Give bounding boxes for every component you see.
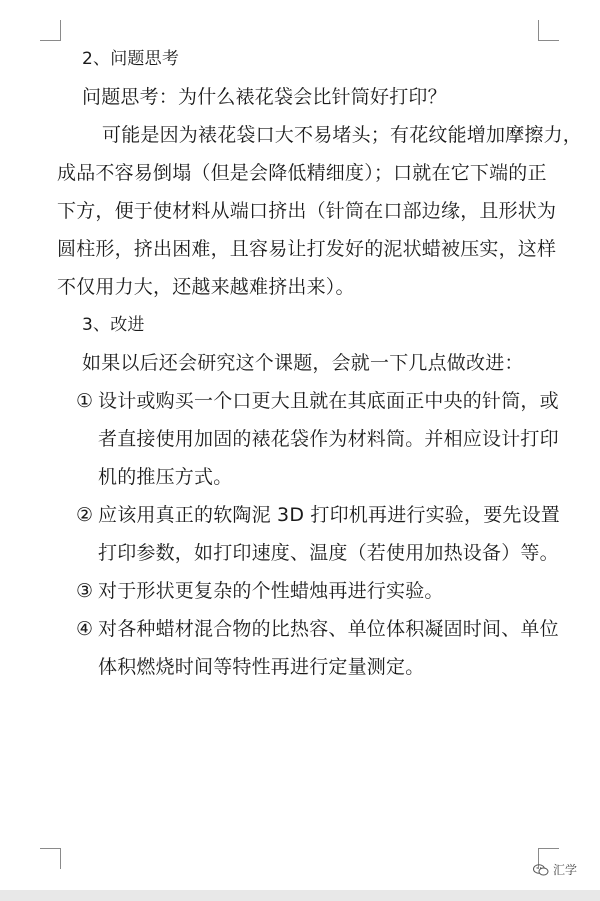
answer-line-2: 成品不容易倒塌（但是会降低精细度）；口就在它下端的正 <box>57 162 547 184</box>
question-line: 问题思考：为什么裱花袋会比针筒好打印？ <box>82 86 447 108</box>
bottom-strip <box>0 890 600 901</box>
list-item-line: 设计或购买一个口更大且就在其底面正中央的针筒，或 <box>98 390 559 412</box>
list-number: ② <box>76 504 94 526</box>
list-item <box>76 572 552 610</box>
answer-line-4: 圆柱形，挤出困难，且容易让打发好的泥状蜡被压实，这样 <box>57 238 557 260</box>
list-item-line: 应该用真正的软陶泥 3D 打印机再进行实验，要先设置 <box>98 504 560 526</box>
improve-intro: 如果以后还会研究这个课题，会就一下几点做改进： <box>82 352 524 374</box>
section-heading-2: 2、问题思考 <box>82 49 180 69</box>
list-item <box>76 382 559 496</box>
list-item-line: 打印参数，如打印速度、温度（若使用加热设备）等。 <box>98 542 559 564</box>
answer-line-1: 可能是因为裱花袋口大不易堵头；有花纹能增加摩擦力， <box>102 124 583 146</box>
list-number: ③ <box>76 580 94 602</box>
list-number: ④ <box>76 618 94 640</box>
answer-line-3: 下方，便于使材料从端口挤出（针筒在口部边缘，且形状为 <box>57 200 557 222</box>
crop-mark-top-left <box>40 20 61 41</box>
wechat-icon <box>533 864 549 876</box>
list-item-line: 者直接使用加固的裱花袋作为材料筒。并相应设计打印 <box>98 428 559 450</box>
list-item <box>76 610 559 686</box>
answer-line-5: 不仅用力大，还越来越难挤出来）。 <box>57 276 355 298</box>
list-item-line: 体积燃烧时间等特性再进行定量测定。 <box>98 656 425 678</box>
brand-text: 汇学 <box>553 863 578 877</box>
list-item-line: 对各种蜡材混合物的比热容、单位体积凝固时间、单位 <box>98 618 559 640</box>
crop-mark-top-right <box>538 20 559 41</box>
crop-mark-bottom-left <box>40 848 61 869</box>
watermark-logo <box>533 861 577 878</box>
list-item-line: 对于形状更复杂的个性蜡烛再进行实验。 <box>98 580 444 602</box>
section-heading-3: 3、改进 <box>82 315 145 335</box>
list-item-line: 机的推压方式。 <box>98 466 233 488</box>
document-body <box>57 40 583 686</box>
improvement-list <box>76 382 560 686</box>
list-number: ① <box>76 390 94 412</box>
list-item <box>76 496 560 572</box>
